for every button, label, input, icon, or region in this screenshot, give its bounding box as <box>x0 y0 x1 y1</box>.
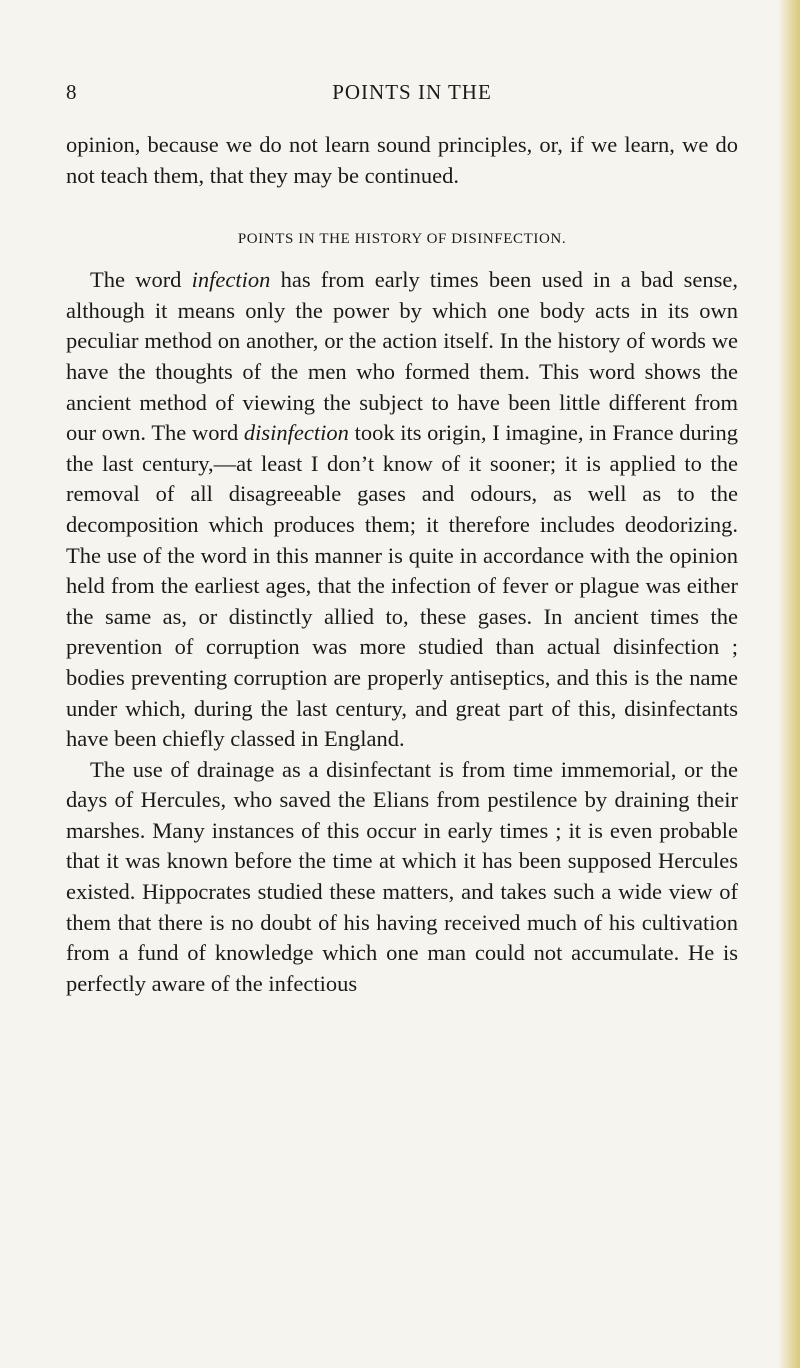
page-number: 8 <box>66 80 77 104</box>
running-head: POINTS IN THE <box>332 80 492 104</box>
paragraph-text: The word <box>90 267 192 293</box>
page-edge-discoloration <box>778 0 800 1368</box>
body-text <box>66 130 738 999</box>
paragraph-text: has from early times been used in a bad sense, although it means only the power by which one body acts in its own peculiar method on another, or the action itself. In the history of words we have the thoughts of the men who formed them. This word shows the ancient method of viewing the subject to have been little different from our own. The word <box>66 267 738 446</box>
italic-term-disinfection: disinfection <box>243 420 349 446</box>
italic-term-infection: infection <box>191 267 271 293</box>
section-heading: POINTS IN THE HISTORY OF DISINFECTION. <box>237 231 567 248</box>
page-header <box>66 80 738 108</box>
paragraph-infection <box>66 265 738 755</box>
paragraph-text: took its origin, I imagine, in France during the last century,—at least I don’t know of it sooner; it is applied to the removal of all disagreeable gases and odours, as well as to the decomposition which produces them; it therefore includes deodorizing. The use of the word in this manner is quite in accordance with the opinion held from the earliest ages, that the infection of fever or plague was either the same as, or distinctly allied to, these gases. In ancient times the prevention of corruption was more studied than actual disinfection ; bodies preventing corruption are properly antiseptics, and this is the name under which, during the last century, and great part of this, disinfectants have been chiefly classed in England. <box>66 420 738 752</box>
opening-paragraph: opinion, because we do not learn sound principles, or, if we learn, we do not teach them, that they may be continued. <box>66 132 738 188</box>
paragraph-drainage: The use of drainage as a disinfectant is from time immemorial, or the days of Hercules, who saved the Elians from pestilence by draining their marshes. Many instances of this occur in early times ; it is even probable that it was known before the time at which it has been supposed Hercules existed. Hippocrates studied these matters, and takes such a wide view of them that there is no doubt of his having received much of his cultivation from a fund of knowledge which one man could not accumulate. He is perfectly aware of the infectious <box>66 756 738 996</box>
